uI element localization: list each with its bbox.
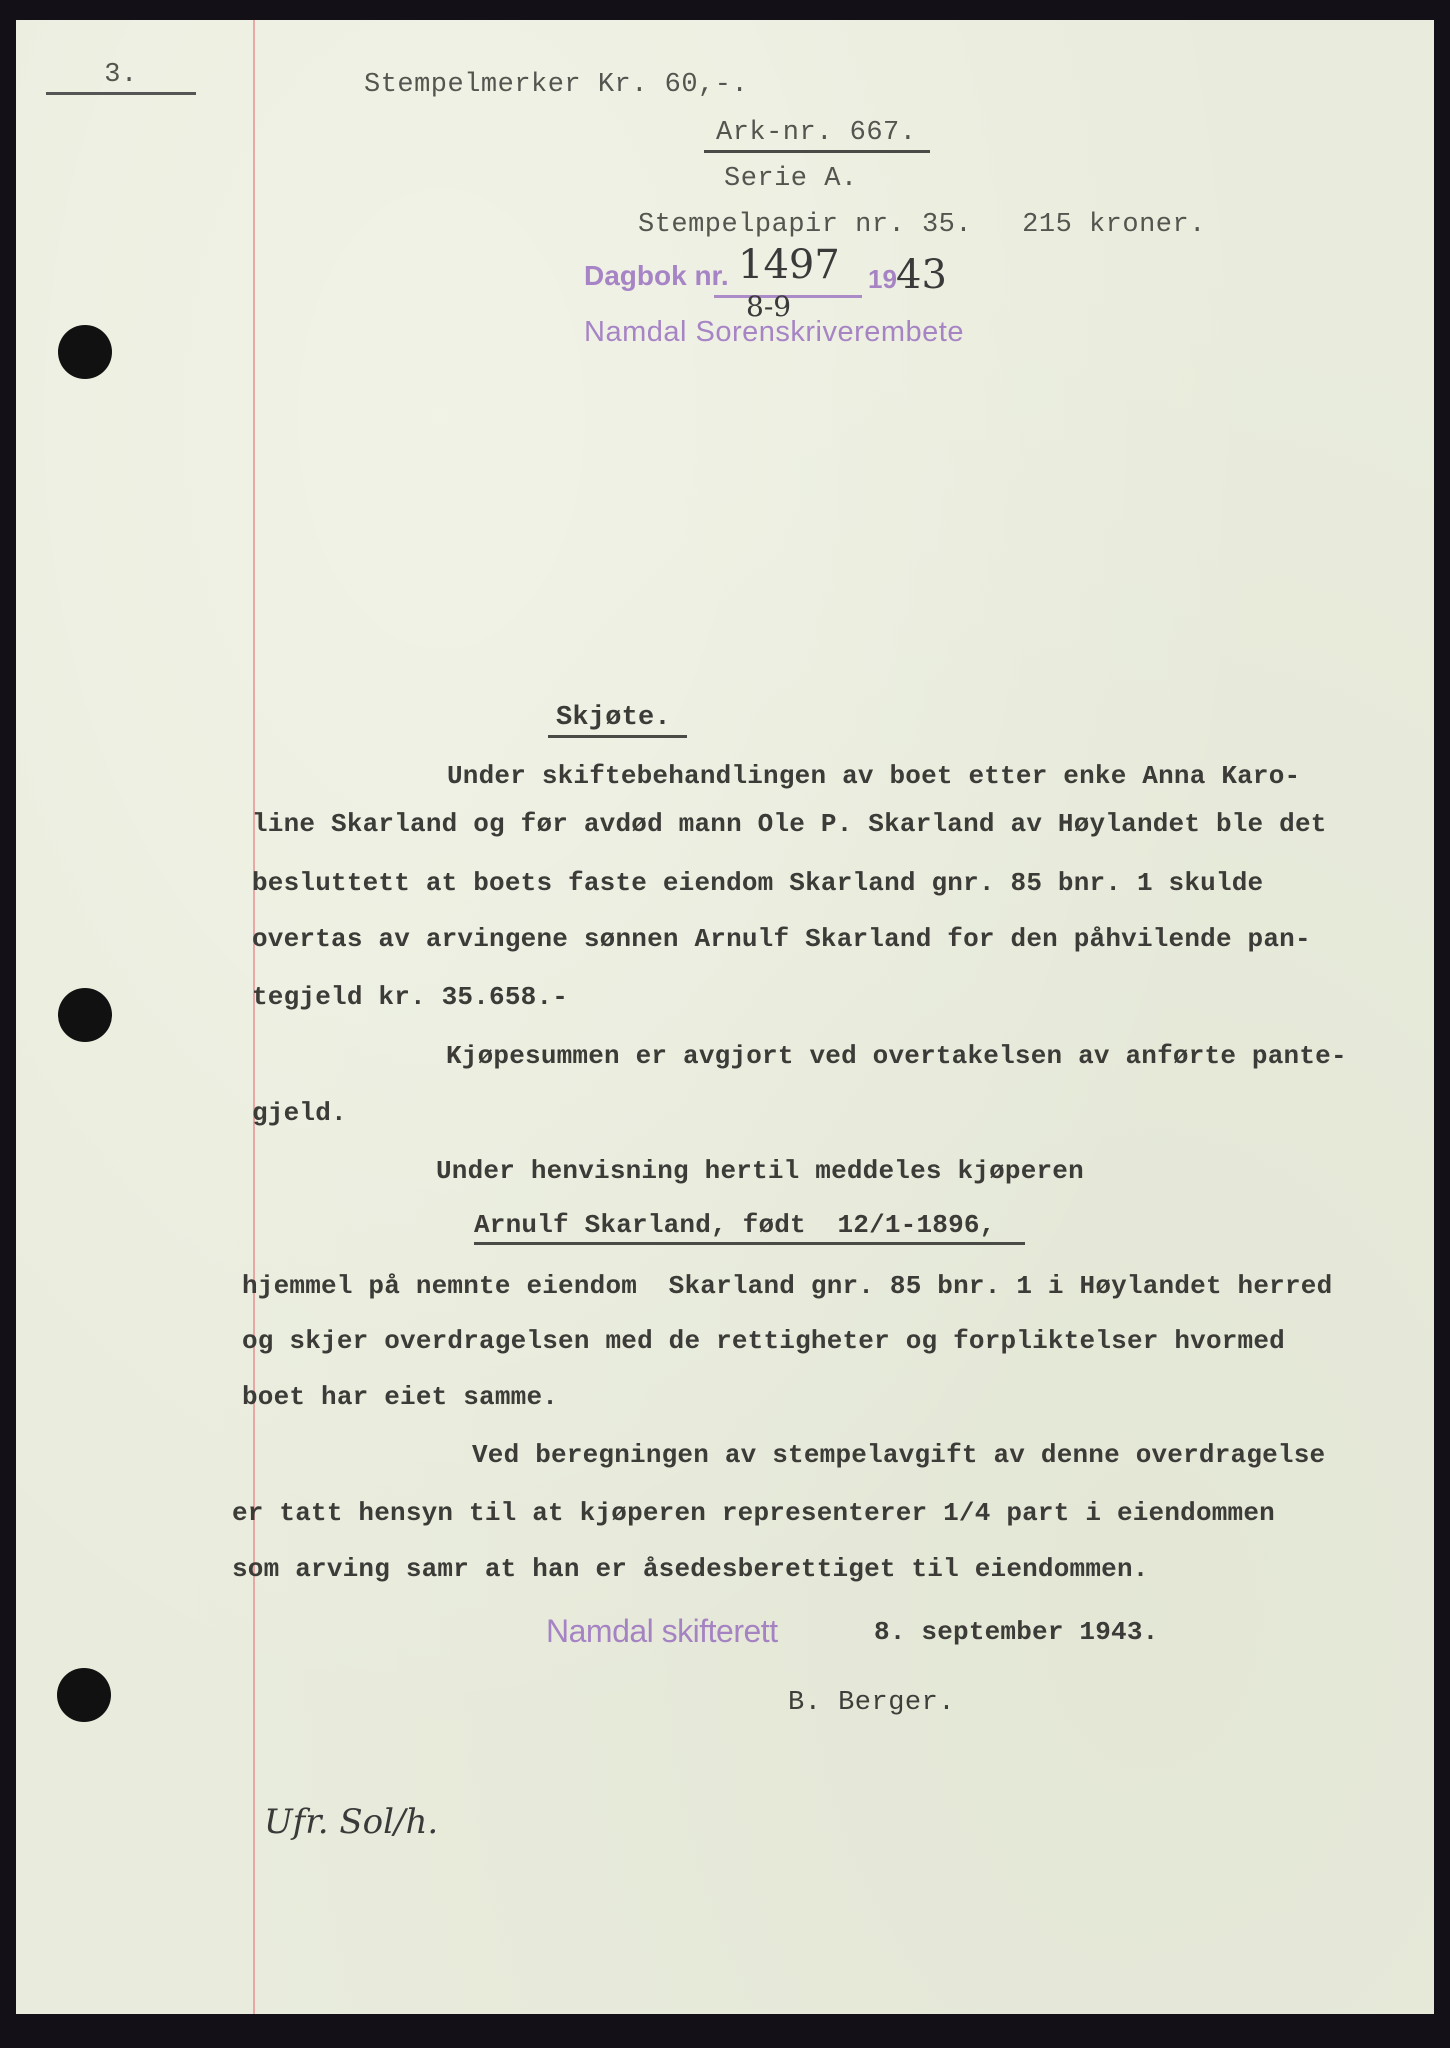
margin-rule (253, 20, 255, 2014)
stempelpapir-line: Stempelpapir nr. 35. 215 kroner. (638, 210, 1206, 240)
ark-nr: Ark-nr. 667. (704, 118, 930, 153)
dagbok-year: 43 (896, 252, 947, 298)
court-stamp: Namdal skifterett (546, 1613, 778, 1649)
body-line: besluttett at boets faste eiendom Skarland gnr. 85 bnr. 1 skulde (252, 868, 1264, 898)
buyer-name-line: Arnulf Skarland, født 12/1-1896, (474, 1210, 1025, 1245)
body-line: line Skarland og før avdød mann Ole P. Skarland av Høylandet ble det (252, 809, 1327, 839)
dagbok-number: 1497 (738, 242, 840, 288)
signer-name: B. Berger. (788, 1688, 956, 1718)
document-title: Skjøte. (548, 703, 687, 738)
body-line: er tatt hensyn til at kjøperen representerer 1/4 part i eiendommen (232, 1498, 1275, 1528)
body-line: Under skiftebehandlingen av boet etter enke Anna Karo- (447, 761, 1301, 791)
punch-hole-icon (58, 988, 112, 1042)
office-stamp: Namdal Sorenskriverembete (584, 316, 964, 348)
body-line: tegjeld kr. 35.658.- (252, 982, 569, 1012)
dagbok-label: Dagbok nr. (584, 260, 729, 291)
body-line: og skjer overdragelsen med de rettigheter og forpliktelser hvormed (242, 1326, 1285, 1356)
serie: Serie A. (724, 164, 858, 194)
dagbok-date: 8-9 (746, 290, 792, 323)
body-line: som arving samr at han er åsedesberettiget til eiendommen. (232, 1554, 1149, 1584)
dagbok-year-prefix: 19 (868, 264, 897, 294)
body-line: Kjøpesummen er avgjort ved overtakelsen av anførte pante- (446, 1041, 1347, 1071)
stempelmerker-line: Stempelmerker Kr. 60,-. (364, 70, 749, 100)
body-line: Ved beregningen av stempelavgift av denne overdragelse (472, 1440, 1326, 1470)
page-number: 3. (46, 60, 196, 95)
margin-note: Ufr. Sol/h. (264, 1802, 439, 1842)
punch-hole-icon (58, 325, 112, 379)
signature-date: 8. september 1943. (874, 1617, 1159, 1647)
punch-hole-icon (57, 1668, 111, 1722)
body-line: Under henvisning hertil meddeles kjøperen (436, 1156, 1084, 1186)
paper-sheet (16, 20, 1434, 2014)
body-line: gjeld. (252, 1098, 347, 1128)
body-line: hjemmel på nemnte eiendom Skarland gnr. 85 bnr. 1 i Høylandet herred (242, 1271, 1333, 1301)
body-line: boet har eiet samme. (242, 1382, 559, 1412)
body-line: overtas av arvingene sønnen Arnulf Skarland for den påhvilende pan- (252, 924, 1311, 954)
